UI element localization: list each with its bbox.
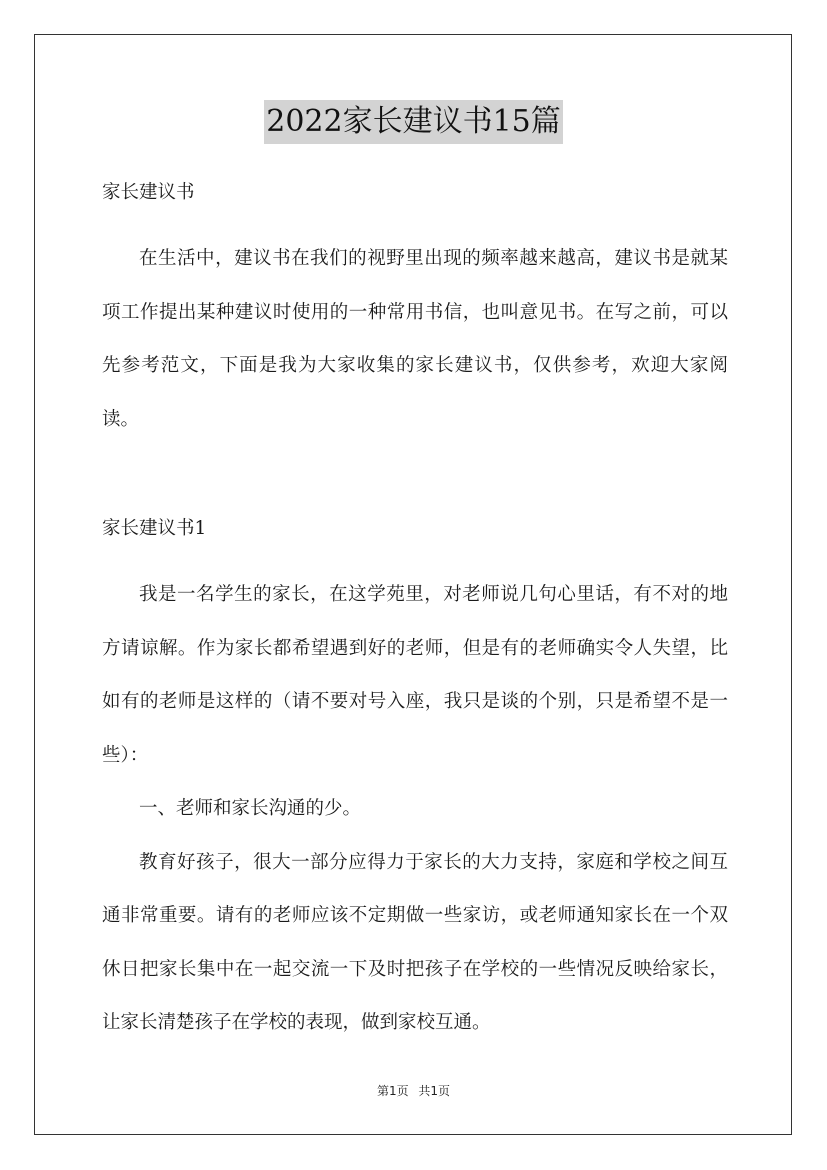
body-paragraph-3: 教育好孩子，很大一部分应得力于家长的大力支持，家庭和学校之间互通非常重要。请有的老师应该不定期做一些家访，或老师通知家长在一个双休日把家长集中在一起交流一下及时把孩子在学校的一些情况反映给家长，让家长清楚孩子在学校的表现，做到家校互通。 (102, 851, 728, 1033)
page-footer (0, 1082, 827, 1099)
page-number: 第1页 (376, 1084, 409, 1098)
page-total: 共1页 (418, 1084, 451, 1098)
intro-paragraph: 在生活中，建议书在我们的视野里出现的频率越来越高，建议书是就某项工作提出某种建议时使用的一种常用书信，也叫意见书。在写之前，可以先参考范文，下面是我为大家收集的家长建议书，仅供参考，欢迎大家阅读。 (102, 248, 728, 430)
spacer (102, 554, 728, 568)
spacer (102, 218, 728, 232)
section-heading: 家长建议书 (102, 182, 195, 203)
item-heading: 家长建议书1 (102, 518, 207, 539)
body-paragraph-2: 一、老师和家长沟通的少。 (139, 798, 362, 819)
document-body (102, 168, 728, 1050)
document-title: 2022家长建议书15篇 (264, 100, 563, 144)
body-paragraph-1: 我是一名学生的家长，在这学苑里，对老师说几句心里话，有不对的地方请谅解。作为家长都希望遇到好的老师，但是有的老师确实令人失望，比如有的老师是这样的（请不要对号入座，我只是谈的个别，只是希望不是一些）： (102, 584, 728, 766)
spacer (102, 446, 728, 504)
title-container (0, 100, 827, 144)
